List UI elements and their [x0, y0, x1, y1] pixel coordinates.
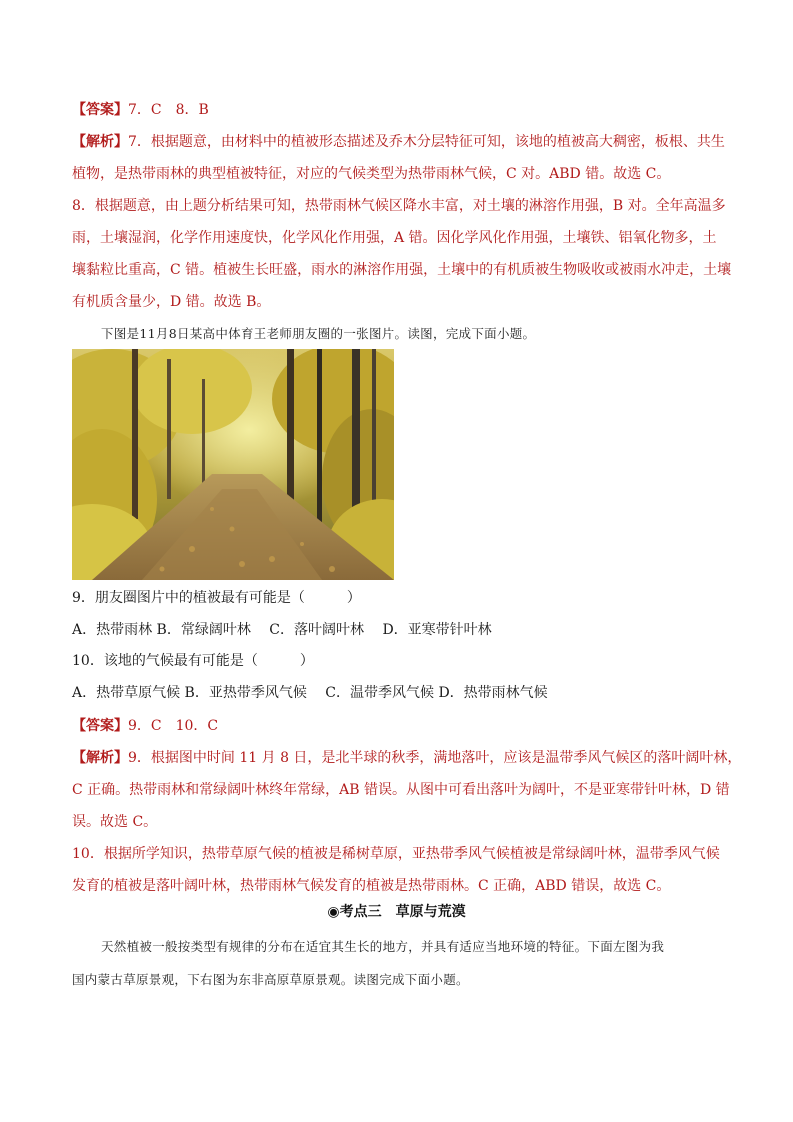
- analysis-line: [72, 132, 724, 152]
- analysis-tag: 【解析】: [72, 134, 128, 150]
- question-9-stem: 9．朋友圈图片中的植被最有可能是（ ）: [72, 590, 361, 606]
- answer-line-2: [72, 716, 724, 736]
- analysis-line: [72, 748, 742, 768]
- analysis-line: 植物，是热带雨林的典型植被特征，对应的气候类型为热带雨林气候，C 对。ABD 错。故选 C。: [72, 166, 671, 182]
- answer-tag: 【答案】: [72, 718, 128, 734]
- analysis-line: 发育的植被是落叶阔叶林，热带雨林气候发育的植被是热带雨林。C 正确，ABD 错误，故选 C。: [72, 878, 671, 894]
- analysis-line: 8．根据题意，由上题分析结果可知，热带雨林气候区降水丰富，对土壤的淋溶作用强，B 对。全年高温多: [72, 198, 726, 214]
- question-9-options: A．热带雨林 B．常绿阔叶林 C．落叶阔叶林 D．亚寒带针叶林: [72, 622, 492, 638]
- analysis-line: 有机质含量少，D 错。故选 B。: [72, 294, 271, 310]
- answer-text: 7．C 8．B: [128, 102, 209, 118]
- question-10-stem: 10．该地的气候最有可能是（ ）: [72, 653, 314, 669]
- analysis-line: 壤黏粒比重高，C 错。植被生长旺盛，雨水的淋溶作用强，土壤中的有机质被生物吸收或被雨水冲走，土壤: [72, 262, 732, 278]
- answer-text: 9．C 10．C: [128, 718, 219, 734]
- autumn-forest-photo: [72, 349, 394, 580]
- analysis-line: 误。故选 C。: [72, 814, 158, 830]
- analysis-tag: 【解析】: [72, 750, 128, 766]
- analysis-text: 9．根据图中时间 11 月 8 日，是北半球的秋季，满地落叶，应该是温带季风气候区的落叶阔叶林，: [128, 750, 742, 766]
- section-heading: ◉考点三 草原与荒漠: [327, 904, 466, 920]
- question-10-options: A．热带草原气候 B．亚热带季风气候 C．温带季风气候 D．热带雨林气候: [72, 685, 548, 701]
- question-intro: 下图是11月8日某高中体育王老师朋友圈的一张图片。读图，完成下面小题。: [101, 326, 536, 341]
- analysis-line: 雨，土壤湿润，化学作用速度快，化学风化作用强，A 错。因化学风化作用强，土壤铁、铝氧化物多，土: [72, 230, 717, 246]
- analysis-text: 7．根据题意，由材料中的植被形态描述及乔木分层特征可知，该地的植被高大稠密，板根、共生: [128, 134, 725, 150]
- answer-line-1: [72, 100, 724, 120]
- analysis-line: C 正确。热带雨林和常绿阔叶林终年常绿，AB 错误。从图中可看出落叶为阔叶，不是亚寒带针叶林，D 错: [72, 782, 730, 798]
- section-intro: 国内蒙古草原景观，下右图为东非高原草原景观。读图完成下面小题。: [72, 972, 469, 987]
- section-intro: 天然植被一般按类型有规律的分布在适宜其生长的地方，并具有适应当地环境的特征。下面左图为我: [101, 939, 665, 954]
- analysis-line: 10．根据所学知识，热带草原气候的植被是稀树草原，亚热带季风气候植被是常绿阔叶林，温带季风气候: [72, 846, 720, 862]
- answer-tag: 【答案】: [72, 102, 128, 118]
